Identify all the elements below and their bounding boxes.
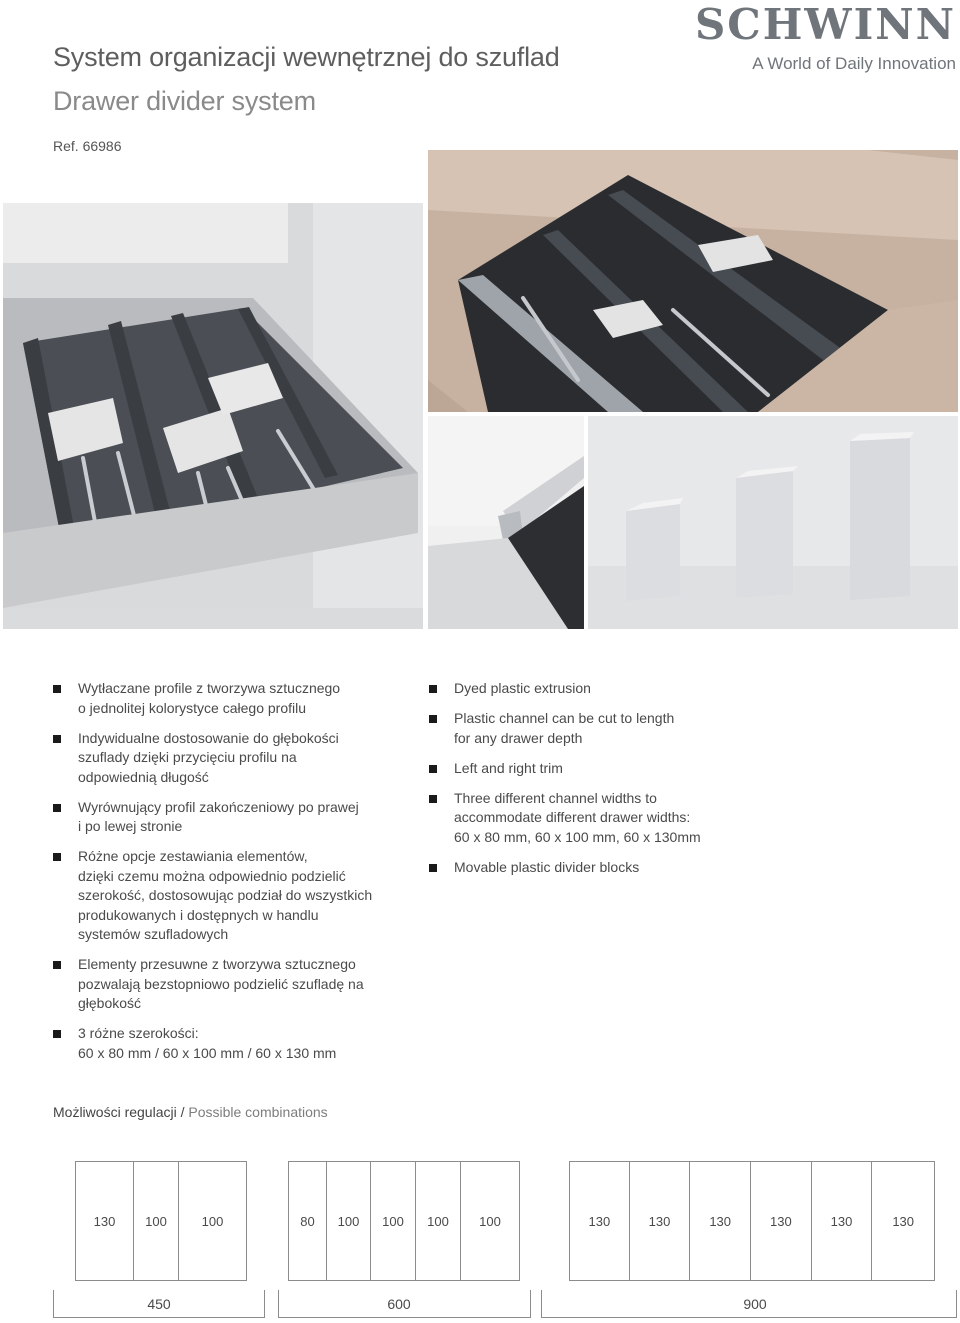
- photo-divider-blocks: [588, 416, 958, 629]
- feature-pl-item: Różne opcje zestawiania elementów, dzięki czemu można odpowiednio podzielić szerokość, dostosowując podział do wszystkich produkowanych i dostępnych w handlu systemów szufladowych: [53, 847, 393, 945]
- feature-en-item: Left and right trim: [429, 759, 749, 779]
- feature-pl-item: 3 różne szerokości: 60 x 80 mm / 60 x 100 mm / 60 x 130 mm: [53, 1024, 393, 1063]
- combination-900: [569, 1161, 935, 1281]
- combo-cell: 130: [570, 1162, 630, 1280]
- wooden-drawer-illustration: [428, 150, 958, 412]
- combo-cell: 130: [630, 1162, 691, 1280]
- feature-pl-item: Wyrównujący profil zakończeniowy po prawej i po lewej stronie: [53, 798, 393, 837]
- combo-cell: 100: [327, 1162, 371, 1280]
- reference-number: Ref. 66986: [53, 138, 122, 154]
- feature-pl-item: Wytłaczane profile z tworzywa sztucznego o jednolitej kolorystyce całego profilu: [53, 679, 393, 718]
- combo-cell: 130: [76, 1162, 134, 1280]
- combo-cell: 130: [892, 1213, 915, 1229]
- feature-en-item: Movable plastic divider blocks: [429, 858, 749, 878]
- drawer-illustration: [3, 203, 423, 629]
- brand-name: SCHWINN: [694, 0, 956, 49]
- features-list-polish: [53, 679, 393, 1074]
- photo-drawer-open: [3, 203, 423, 629]
- photo-profile-closeup: [428, 416, 584, 629]
- title-polish: System organizacji wewnętrznej do szuflad: [53, 42, 560, 72]
- combo-cell: 100: [416, 1162, 461, 1280]
- combo-cell: 130: [751, 1162, 812, 1280]
- combo-cell: 100: [479, 1213, 501, 1229]
- feature-pl-item: Elementy przesuwne z tworzywa sztucznego pozwalają bezstopniowo podzielić szufladę na głębokość: [53, 955, 393, 1014]
- combo-cell: 130: [812, 1162, 873, 1280]
- total-width-600: 600: [369, 1296, 429, 1312]
- combination-450: [75, 1161, 247, 1281]
- combinations-label-pl: Możliwości regulacji /: [53, 1104, 189, 1120]
- combo-cell: 130: [690, 1162, 751, 1280]
- photo-wooden-drawers: [428, 150, 958, 412]
- brand-tagline: A World of Daily Innovation: [752, 54, 956, 73]
- feature-en-item: Three different channel widths to accommodate different drawer widths: 60 x 80 mm, 60 x 100 mm, 60 x 130mm: [429, 789, 749, 848]
- combo-cell: 100: [371, 1162, 416, 1280]
- combinations-heading: [53, 1104, 328, 1120]
- title-english: Drawer divider system: [53, 86, 316, 116]
- combo-cell: 100: [134, 1162, 179, 1280]
- total-width-900: 900: [725, 1296, 785, 1312]
- profile-illustration: [428, 416, 584, 629]
- combinations-label-en: Possible combinations: [188, 1104, 328, 1120]
- feature-pl-item: Indywidualne dostosowanie do głębokości szuflady dzięki przycięciu profilu na odpowiednią długość: [53, 729, 393, 788]
- feature-en-item: Dyed plastic extrusion: [429, 679, 749, 699]
- brand-logo: [694, 0, 956, 74]
- total-width-450: 450: [129, 1296, 189, 1312]
- features-list-english: [429, 679, 749, 888]
- feature-en-item: Plastic channel can be cut to length for any drawer depth: [429, 709, 749, 748]
- combo-cell: 80: [289, 1162, 327, 1280]
- divider-blocks-illustration: [588, 416, 958, 629]
- combo-cell: 100: [201, 1213, 224, 1229]
- combination-600: [288, 1161, 520, 1281]
